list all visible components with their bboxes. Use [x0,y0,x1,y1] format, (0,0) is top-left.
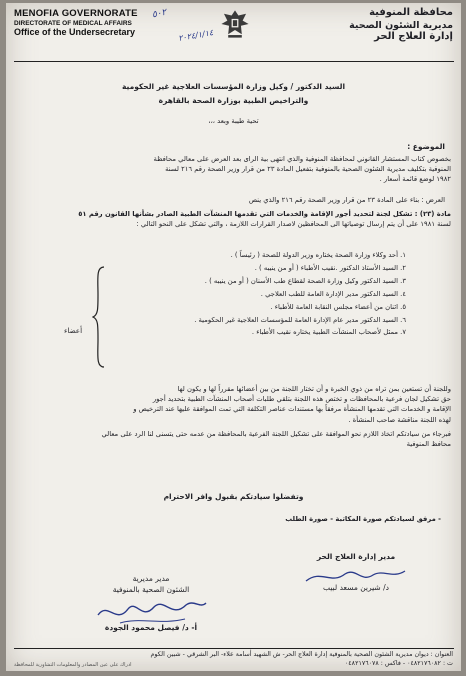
article-23 [11,209,451,229]
list-item: ١. أحد وكلاء وزارة الصحة يختاره وزير الدولة للصحة ( رئيساً ) . [230,251,406,259]
footer-phone: ت : ٠٤٨٢١٧٦٠٨٢ - فاكس : ٠٤٨٢١٧٦٠٧٨ [344,659,453,667]
footer-address: العنوان : ديوان مديرية الشئون الصحية بالمنوفية إدارة العلاج الحر- ش الشهيد أسامة علاء- البر الشرقي - شبين الكوم [150,651,453,658]
closing-line: وتفضلوا سيادتكم بقبول وافر الاحترام [163,492,304,501]
signature-block-right [291,551,421,594]
letterhead-arabic [343,7,453,44]
directorate-name-ar: مديرية الشئون الصحية [349,19,453,31]
directorate-name-en: DIRECTORATE OF MEDICAL AFFAIRS [14,19,132,27]
signatory-name: أ- د/ فيصل محمود الجودة [104,622,198,632]
letterhead-english [14,9,174,38]
list-item: ٤. السيد الدكتور مدير الإدارة العامة للطب العلاجي . [260,289,406,298]
signature-block-left [76,573,226,633]
attachments-note: - مرفق لسيادتكم صورة المكاتبة - صورة الطلب [285,515,441,523]
signatory-role: الشئون الصحية بالمنوفية [112,585,190,595]
body-line: حق تشكيل لجان فرعية بالمحافظات و تختص هذه اللجنة بتلقي طلبات أصحاب المنشآت الطبية بتحديد أجور [152,395,451,404]
list-item: ٧. ممثل لأصحاب المنشآت الطبية يختاره نقيب الأطباء . [251,328,406,337]
document-page [6,3,461,671]
list-item: ٢. السيد الأستاذ الدكتور .نقيب الأطباء ( أو من ينيبه ) . [254,263,406,272]
members-label: أعضاء [64,326,83,335]
body-line: الإقامة و الخدمات التي تقدمها المنشأة مرفقاً بها مستندات عناصر التكلفة التي تمت الموافقة عليها عند الترخيص و [133,405,451,414]
subject-line: المنوفية بتكليف مديرية الشئون الصحية بالمنوفية بتفعيل المادة ٢٣ من قرار وزير الصحة رقم ٢١٦ لسنة [165,165,451,174]
signatory-role: مدير إدارة العلاج الحر [316,552,396,561]
department-name-ar: إدارة العلاج الحر [374,31,453,43]
addressee-line1: السيد الدكتور / وكيل وزارة المؤسسات العلاجية غير الحكومية [121,82,346,91]
committee-members-list [106,249,406,339]
governorate-name-en: MENOFIA GOVERNORATE [14,8,138,19]
handwritten-signature-icon [301,565,411,587]
addressee-line2: والتراخيص الطبية بوزارة الصحة بالقاهرة [158,96,309,105]
handwritten-date: ٢٠٢٤/١/١٤ [177,27,214,44]
body-line: لهذه اللجنة مناقشة صاحب المنشأة . [348,415,451,424]
subject-line: ١٩٨٢ لوضع قائمة أسعار . [379,175,451,184]
list-item: ٣. السيد الدكتور وكيل وزارة الصحة لقطاع طب الأسنان ( أو من ينيبه ) . [204,276,406,285]
office-name-en: Office of the Undersecretary [14,27,136,38]
body-line: وللجنة أن تستعين بمن تراه من ذوي الخبرة و أن تختار اللجنة من بين أعضائها مقرراً لها و يكون لها [177,385,451,393]
members-brace-icon [92,265,106,369]
signatory-name: د/ شيرين مسعد لبيب [323,583,389,593]
footer-divider [14,648,454,649]
greeting: تحية طيبة وبعد ،،، [208,117,259,125]
eagle-emblem-icon [218,7,252,41]
subject-label: الموضوع : [407,142,445,151]
signatory-role: مدير مديرية [132,574,170,583]
article-line: مادة (٢٣) : تشكل لجنة لتحديد أجور الإقامة والخدمات التي تقدمها المنشآت الطبية الصادر بشأنها القانون رقم ٥١ [78,210,451,218]
handwritten-signature-icon [90,595,210,629]
footer [6,651,461,668]
body-line: محافظ المنوفية [406,439,451,448]
subject-line: بخصوص كتاب المستشار القانوني لمحافظة المنوفية والذي انتهى بية الراى بعد العرض على معالي محافظة [153,155,451,163]
body-line: فبرجاء من سيادتكم اتخاذ اللازم نحو الموافقة على تشكيل اللجنة الفرعية بالمحافظة من عدمه حتى يتسنى لنا الرد على معالي [101,429,451,438]
header-divider [14,61,454,62]
footer-note: ادراك على عين المصادر والمعلومات التشاورية للمحافظة [14,662,132,668]
list-item: ٥. اثنان من أعضاء مجلس النقابة العامة للأطباء . [270,302,406,311]
governorate-name-ar: محافظة المنوفية [369,7,453,18]
body-paragraph [11,384,451,449]
subject-text [11,154,451,185]
presentation-paragraph: العرض : بناء على المادة ٢٣ من قرار وزير الصحة رقم ٢١٦ والذي ينص [248,196,445,204]
handwritten-reference: ٥٠٢ [151,7,168,21]
list-item: ٦. السيد الدكتور مدير عام الإدارة العامة للمؤسسات العلاجية غير الحكومية . [194,315,406,324]
article-line: لسنة ١٩٨١ على أن يتم إرسال توصياتها الى المحافظين لاصدار القرارات اللازمة ، والتي تشكل على النحو التالي : [136,220,451,229]
